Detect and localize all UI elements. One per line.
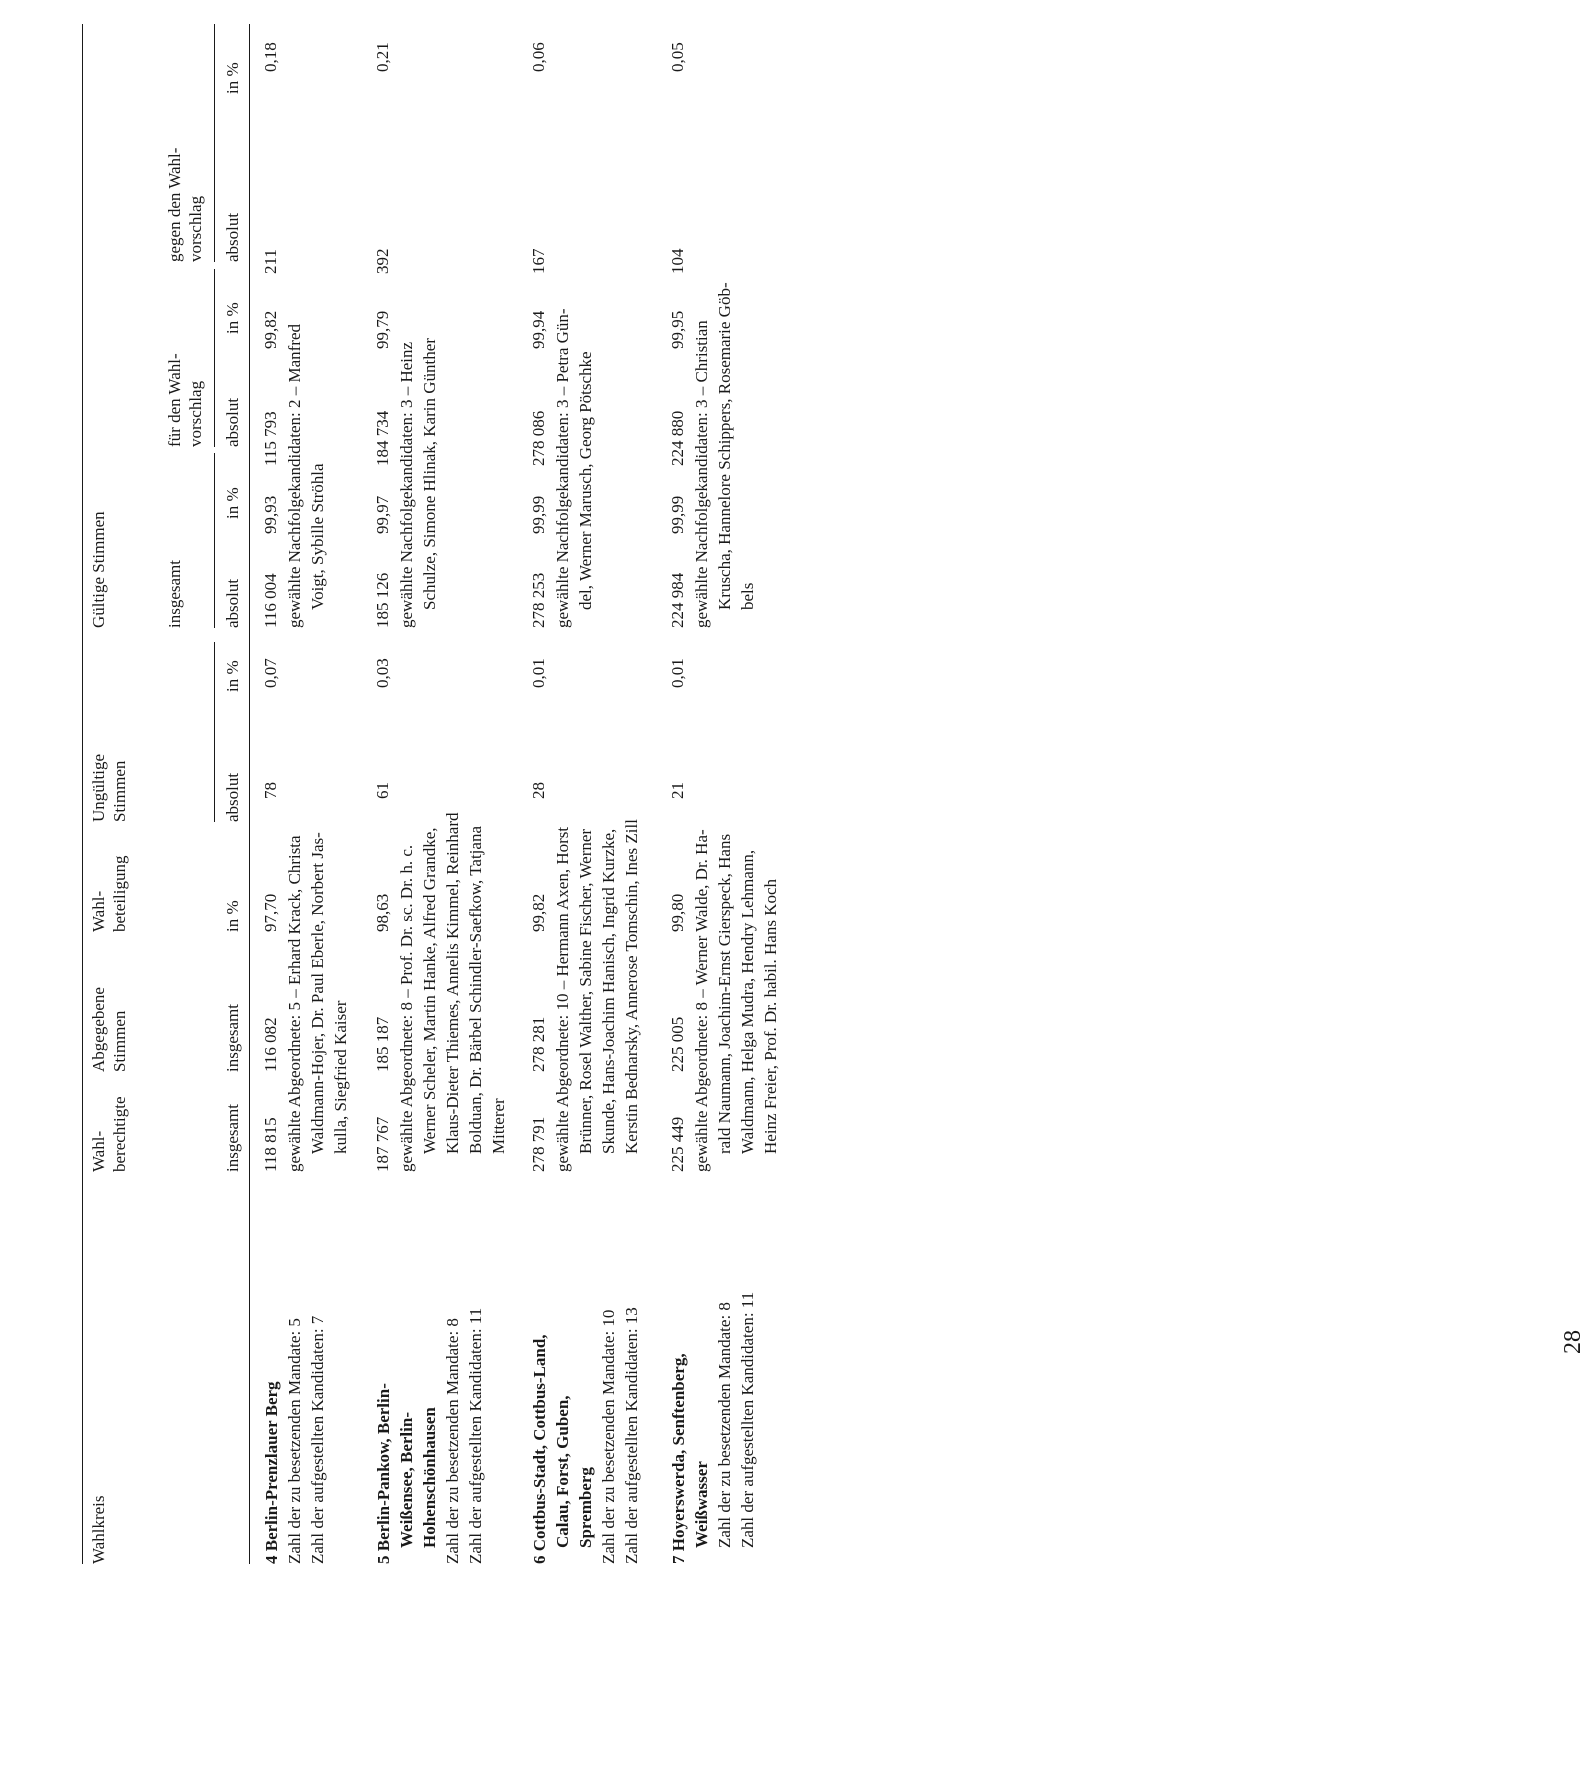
subheader-gegen-abs: absolut	[223, 212, 242, 262]
ungueltig-abs-value: 78	[261, 782, 280, 799]
wahlbeteiligung-value: 99,82	[529, 893, 548, 932]
gueltig-abs-value: 185 126	[373, 572, 392, 628]
abgeordnete-line: Skunde, Hans-Joachim Hanisch, Ingrid Kurzke,	[599, 828, 618, 1154]
subheader-ungueltig-pct: in %	[223, 660, 242, 692]
gueltig-abs-value: 224 984	[668, 572, 687, 628]
header-bottom-rule	[249, 24, 250, 1564]
header-insgesamt: insgesamt	[165, 560, 184, 628]
ungueltig-abs-value: 21	[668, 782, 687, 799]
nachfolger-line: bels	[738, 582, 757, 610]
subheader-beteiligung-pct: in %	[223, 900, 242, 932]
abgeordnete-list	[283, 642, 352, 1172]
ungueltig-abs-value: 28	[529, 782, 548, 799]
nachfolger-line: Kruscha, Hannelore Schippers, Rosemarie Göb-	[715, 282, 734, 610]
header-abgegebene-1: Abgegebene	[89, 987, 108, 1072]
mandate-count: Zahl der zu besetzenden Mandate: 8	[443, 1318, 462, 1564]
wahlkreis-cell	[528, 1189, 643, 1564]
wahlkreis-cell	[260, 1189, 329, 1564]
nachfolger-list	[551, 28, 597, 628]
fuer-pct-value: 99,95	[668, 310, 687, 349]
nachfolger-line: Schulze, Simone Hlinak, Karin Günther	[420, 338, 439, 610]
wahlkreis-cell	[372, 1189, 487, 1564]
rule-ungueltige	[214, 642, 215, 822]
fuer-abs-value: 115 793	[261, 411, 280, 466]
table-top-rule	[82, 24, 83, 1564]
gegen-pct-value: 0,05	[668, 42, 687, 72]
gueltig-abs-value: 116 004	[261, 573, 280, 628]
fuer-pct-value: 99,94	[529, 310, 548, 349]
abgegebene-value: 185 187	[373, 1016, 392, 1072]
abgeordnete-line: Waldmann-Hojer, Dr. Paul Eberle, Norbert Jas-	[308, 832, 327, 1154]
kandidaten-count: Zahl der aufgestellten Kandidaten: 13	[622, 1307, 641, 1564]
subheader-insgesamt-1: insgesamt	[223, 1104, 242, 1172]
gueltig-pct-value: 99,93	[261, 495, 280, 534]
wahlberechtigte-value: 278 791	[529, 1116, 548, 1172]
wahlberechtigte-value: 118 815	[261, 1117, 280, 1172]
abgeordnete-line: gewählte Abgeordnete: 5 – Erhard Krack, Christa	[285, 835, 304, 1172]
wahlberechtigte-value: 225 449	[668, 1116, 687, 1172]
abgeordnete-list	[690, 642, 782, 1172]
kandidaten-count: Zahl der aufgestellten Kandidaten: 7	[308, 1315, 327, 1564]
abgegebene-value: 116 082	[261, 1017, 280, 1072]
abgeordnete-line: Mitterer	[489, 1098, 508, 1154]
kandidaten-count: Zahl der aufgestellten Kandidaten: 11	[738, 1291, 757, 1548]
wahlkreis-title: 6 Cottbus-Stadt, Cottbus-Land,	[530, 1334, 549, 1564]
nachfolger-list	[690, 28, 759, 628]
ungueltig-pct-value: 0,07	[261, 658, 280, 688]
gegen-abs-value: 211	[261, 249, 280, 274]
mandate-count: Zahl der zu besetzenden Mandate: 5	[285, 1318, 304, 1564]
subheader-gegen-pct: in %	[223, 62, 242, 94]
header-wahlbeteiligung-2: beteiligung	[110, 855, 129, 932]
gegen-pct-value: 0,18	[261, 42, 280, 72]
header-gegen-1: gegen den Wahl-	[165, 147, 184, 262]
header-fuer-2: vorschlag	[186, 380, 205, 447]
gegen-abs-value: 392	[373, 248, 392, 274]
abgeordnete-line: Klaus-Dieter Thiemes, Annelis Kimmel, Reinhard	[443, 812, 462, 1154]
header-gegen-2: vorschlag	[186, 195, 205, 262]
wahlkreis-title: 5 Berlin-Pankow, Berlin-	[374, 1383, 393, 1564]
nachfolger-line: gewählte Nachfolgekandidaten: 2 – Manfred	[285, 324, 304, 628]
abgeordnete-line: Waldmann, Helga Mudra, Hendry Lehmann,	[738, 849, 757, 1154]
wahlkreis-title-line3: Spremberg	[576, 1467, 595, 1548]
wahlkreis-title: 4 Berlin-Prenzlauer Berg	[262, 1381, 281, 1564]
abgeordnete-line: gewählte Abgeordnete: 10 – Hermann Axen, Horst	[553, 826, 572, 1172]
gegen-abs-value: 104	[668, 248, 687, 274]
gegen-pct-value: 0,06	[529, 42, 548, 72]
abgegebene-value: 278 281	[529, 1016, 548, 1072]
wahlkreis-title-line3: Hohenschönhausen	[420, 1407, 439, 1548]
mandate-count: Zahl der zu besetzenden Mandate: 10	[599, 1309, 618, 1564]
fuer-pct-value: 99,82	[261, 310, 280, 349]
subheader-ungueltig-abs: absolut	[223, 772, 242, 822]
rotated-page-content	[82, 24, 1586, 1564]
wahlberechtigte-value: 187 767	[373, 1116, 392, 1172]
header-wahlberechtigte-1: Wahl-	[89, 1130, 108, 1172]
abgeordnete-line: Bolduan, Dr. Bärbel Schindler-Saefkow, Tatjana	[466, 826, 485, 1154]
nachfolger-line: Voigt, Sybille Ströhla	[308, 463, 327, 610]
fuer-abs-value: 184 734	[373, 410, 392, 466]
wahlkreis-title-line2: Weißensee, Berlin-	[397, 1412, 416, 1548]
subheader-gueltig-abs: absolut	[223, 578, 242, 628]
gegen-pct-value: 0,21	[373, 42, 392, 72]
rule-fuer	[214, 269, 215, 447]
subheader-fuer-pct: in %	[223, 302, 242, 334]
subheader-gueltig-pct: in %	[223, 487, 242, 519]
abgeordnete-line: kulla, Siegfried Kaiser	[331, 1000, 350, 1154]
ungueltig-pct-value: 0,01	[668, 658, 687, 688]
header-wahlkreis: Wahlkreis	[89, 1495, 108, 1564]
gueltig-pct-value: 99,99	[668, 495, 687, 534]
abgeordnete-line: Heinz Freier, Prof. Dr. habil. Hans Koch	[761, 878, 780, 1154]
mandate-count: Zahl der zu besetzenden Mandate: 8	[715, 1302, 734, 1548]
nachfolger-line: gewählte Nachfolgekandidaten: 3 – Christian	[692, 320, 711, 628]
header-ungueltige-1: Ungültige	[89, 754, 108, 822]
header-wahlbeteiligung-1: Wahl-	[89, 890, 108, 932]
fuer-pct-value: 99,79	[373, 310, 392, 349]
header-fuer-1: für den Wahl-	[165, 353, 184, 447]
header-ungueltige-2: Stimmen	[110, 760, 129, 822]
gueltig-pct-value: 99,97	[373, 495, 392, 534]
wahlbeteiligung-value: 97,70	[261, 893, 280, 932]
abgeordnete-line: Kerstin Bednarsky, Annerose Tomschin, Ines Zill	[622, 819, 641, 1154]
wahlkreis-title-line2: Weißwasser	[692, 1461, 711, 1548]
fuer-abs-value: 278 086	[529, 410, 548, 466]
ungueltig-pct-value: 0,03	[373, 658, 392, 688]
ungueltig-abs-value: 61	[373, 782, 392, 799]
ungueltig-pct-value: 0,01	[529, 658, 548, 688]
rule-insgesamt	[214, 453, 215, 628]
header-abgegebene-2: Stimmen	[110, 1010, 129, 1072]
abgeordnete-list	[551, 642, 643, 1172]
abgeordnete-line: gewählte Abgeordnete: 8 – Prof. Dr. sc. Dr. h. c.	[397, 844, 416, 1172]
nachfolger-list	[283, 28, 329, 628]
nachfolger-line: gewählte Nachfolgekandidaten: 3 – Heinz	[397, 341, 416, 628]
gegen-abs-value: 167	[529, 248, 548, 274]
abgeordnete-line: rald Naumann, Joachim-Ernst Gierspeck, Hans	[715, 833, 734, 1154]
abgeordnete-list	[395, 642, 510, 1172]
rule-gegen	[214, 24, 215, 262]
wahlkreis-title: 7 Hoyerswerda, Senftenberg,	[669, 1353, 688, 1564]
nachfolger-line: gewählte Nachfolgekandidaten: 3 – Petra Gün-	[553, 308, 572, 628]
wahlkreis-title-line2: Calau, Forst, Guben,	[553, 1395, 572, 1548]
header-gueltige: Gültige Stimmen	[89, 511, 108, 628]
wahlbeteiligung-value: 98,63	[373, 893, 392, 932]
subheader-fuer-abs: absolut	[223, 397, 242, 447]
abgegebene-value: 225 005	[668, 1016, 687, 1072]
nachfolger-line: del, Werner Marusch, Georg Pötschke	[576, 351, 595, 610]
abgeordnete-line: Brünner, Rosel Walther, Sabine Fischer, Werner	[576, 828, 595, 1154]
nachfolger-list	[395, 28, 441, 628]
abgeordnete-line: gewählte Abgeordnete: 8 – Werner Walde, Dr. Ha-	[692, 829, 711, 1172]
wahlkreis-cell	[667, 1189, 759, 1564]
page-number: 28	[1560, 1330, 1586, 1354]
header-wahlberechtigte-2: berechtigte	[110, 1096, 129, 1172]
wahlbeteiligung-value: 99,80	[668, 893, 687, 932]
subheader-insgesamt-2: insgesamt	[223, 1004, 242, 1072]
abgeordnete-line: Werner Scheler, Martin Hanke, Alfred Grandke,	[420, 827, 439, 1154]
gueltig-pct-value: 99,99	[529, 495, 548, 534]
gueltig-abs-value: 278 253	[529, 572, 548, 628]
fuer-abs-value: 224 880	[668, 410, 687, 466]
kandidaten-count: Zahl der aufgestellten Kandidaten: 11	[466, 1307, 485, 1564]
